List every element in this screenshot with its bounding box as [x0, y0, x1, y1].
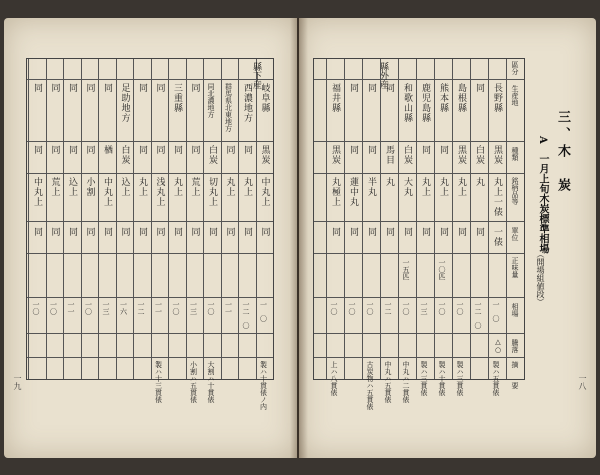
cell-price: 一一: [154, 301, 163, 315]
cell-grade: 丸上: [224, 177, 235, 197]
cell-origin: 同: [84, 83, 95, 93]
left-column-divider: [63, 59, 64, 379]
cell-origin: 熊本縣: [438, 83, 448, 113]
right-column-divider: [416, 59, 417, 379]
cell-price: 一〇: [438, 301, 446, 315]
cell-grade: 中丸上: [259, 177, 270, 207]
cell-unit: 同: [420, 227, 430, 237]
cell-unit: 同: [348, 227, 358, 237]
right-table: [313, 58, 525, 410]
cell-kind: 黒炭: [492, 145, 502, 165]
cell-unit: 同: [154, 227, 165, 237]
book-gutter: [290, 18, 308, 458]
cell-origin: 足助地方: [119, 83, 130, 123]
right-row-divider: [314, 357, 524, 358]
header-kind: 種類: [511, 147, 519, 161]
cell-price: 一一: [224, 301, 233, 315]
right-row-divider: [314, 333, 524, 334]
left-column-divider: [256, 59, 257, 379]
cell-price: 一三: [189, 301, 198, 315]
right-column-divider: [380, 59, 381, 379]
right-row-divider: [314, 79, 524, 80]
unit-note: （開場組値段）: [536, 250, 545, 306]
cell-kind: 同: [348, 145, 358, 155]
header-price: 相場: [511, 303, 519, 317]
left-column-divider: [238, 59, 239, 379]
cell-grade: 丸極上: [330, 177, 340, 207]
cell-unit: 同: [119, 227, 130, 237]
cell-price: 一〇: [402, 301, 410, 315]
cell-kind: 同: [154, 145, 165, 155]
cell-kind: 同: [420, 145, 430, 155]
left-column-divider: [186, 59, 187, 379]
cell-grade: 丸: [474, 177, 484, 187]
cell-unit: 一俵: [492, 227, 502, 247]
cell-grade: 丸上: [242, 177, 252, 197]
cell-origin: 和歌山縣: [402, 83, 412, 123]
right-row-divider: [314, 297, 524, 298]
cell-unit: 同: [438, 227, 448, 237]
cell-kind: 同: [189, 145, 200, 155]
right-column-divider: [326, 59, 327, 379]
cell-grade: 大丸: [402, 177, 412, 197]
left-column-divider: [98, 59, 99, 379]
cell-kind: 楢: [102, 145, 112, 155]
cell-kind: 同: [172, 145, 182, 155]
cell-kind: 同: [242, 145, 252, 155]
cell-grade: 荒上: [49, 177, 60, 197]
cell-kind: 白炭: [474, 145, 484, 165]
cell-price: 一〇: [366, 301, 374, 315]
cell-origin: 同: [137, 83, 147, 93]
cell-origin: 西濃地方: [242, 83, 252, 123]
left-page-number: 一九: [13, 374, 22, 390]
cell-weight: 一五匹: [402, 259, 410, 280]
left-page: [4, 18, 297, 458]
cell-remark: 上ハ八貫俵: [330, 361, 338, 396]
cell-kind: 同: [224, 145, 235, 155]
cell-kind: 同: [84, 145, 95, 155]
cell-unit: 同: [224, 227, 235, 237]
cell-unit: 同: [207, 227, 217, 237]
cell-remark: 大割ハ十貫俵: [207, 361, 215, 403]
header-change-symbol: △○: [494, 338, 502, 354]
right-page-number: 一八: [578, 374, 587, 390]
cell-unit: 同: [330, 227, 340, 237]
header-origin: 生産地: [511, 85, 519, 106]
left-column-divider: [168, 59, 169, 379]
cell-remark: 小割ハ五貫俵: [189, 361, 198, 403]
cell-price: 一六: [119, 301, 128, 315]
cell-origin: 同: [474, 83, 484, 93]
cell-kind: 同: [137, 145, 147, 155]
cell-kind: 黒炭: [259, 145, 270, 165]
cell-origin: 島根縣: [456, 83, 466, 113]
right-header-divider: [506, 59, 507, 379]
cell-origin: 同: [102, 83, 112, 93]
cell-price: 一〇: [49, 301, 58, 315]
cell-remark: 製ハ三貫俵: [456, 361, 464, 396]
cell-kind: 馬目: [384, 145, 394, 165]
right-row-divider: [314, 221, 524, 222]
cell-grade: 荒上: [189, 177, 200, 197]
cell-origin: 長野縣: [492, 83, 502, 113]
cell-grade: 切丸上: [207, 177, 217, 207]
header-weight: 正味量: [511, 257, 519, 278]
cell-grade: 丸: [384, 177, 394, 187]
cell-unit: 同: [366, 227, 376, 237]
section-title: 三、木 炭: [555, 110, 570, 195]
cell-grade: 小割: [84, 177, 95, 197]
cell-origin: 岐阜縣: [259, 83, 270, 113]
cell-price: 一 〇: [259, 301, 268, 322]
cell-unit: 同: [259, 227, 270, 237]
cell-origin: 三重縣: [172, 83, 182, 113]
cell-kind: 白炭: [207, 145, 217, 165]
cell-unit: 同: [189, 227, 200, 237]
cell-kind: 同: [67, 145, 77, 155]
cell-kind: 白炭: [119, 145, 130, 165]
cell-kind: 黒炭: [456, 145, 466, 165]
cell-origin: 福井縣: [330, 83, 340, 113]
cell-price: 一二 〇: [242, 301, 250, 329]
table-subtitle: A 一月上旬木炭標準相場: [537, 136, 548, 254]
header-category: 區分: [511, 61, 519, 75]
left-table: [26, 58, 274, 410]
right-column-divider: [452, 59, 453, 379]
cell-grade: 丸上: [172, 177, 182, 197]
cell-price: 一〇: [32, 301, 40, 315]
cell-remark: 製ハ十貫俵ノ内: [259, 361, 268, 410]
right-row-divider: [314, 253, 524, 254]
cell-price: 一〇: [172, 301, 180, 315]
cell-kind: 黒炭: [330, 145, 340, 165]
cell-unit: 同: [84, 227, 95, 237]
header-unit: 單位: [511, 227, 519, 241]
right-column-divider: [362, 59, 363, 379]
cell-grade: 浅丸上: [154, 177, 165, 207]
cell-unit: 同: [384, 227, 394, 237]
cell-grade: 丸上一俵: [492, 177, 502, 217]
cell-unit: 同: [474, 227, 484, 237]
cell-unit: 同: [242, 227, 252, 237]
cell-price: 一一: [67, 301, 75, 315]
header-grade: 銘柄品等: [511, 177, 519, 205]
cell-grade: 込上: [67, 177, 77, 197]
cell-unit: 同: [456, 227, 466, 237]
cell-unit: 同: [402, 227, 412, 237]
cell-kind: 同: [32, 145, 42, 155]
left-column-divider: [46, 59, 47, 379]
right-row-divider: [314, 141, 524, 142]
cell-unit: 同: [49, 227, 60, 237]
cell-grade: 半丸: [366, 177, 376, 197]
cell-kind: 白炭: [402, 145, 412, 165]
left-column-divider: [116, 59, 117, 379]
cell-grade: 蓮中丸: [348, 177, 358, 207]
cell-remark: 製ハ十三貫俵: [154, 361, 163, 403]
cell-origin: 同: [348, 83, 358, 93]
left-group-label: 縣下産: [251, 62, 261, 89]
cell-origin: 同: [32, 83, 42, 93]
cell-kind: 同: [49, 145, 60, 155]
cell-grade: 丸上: [438, 177, 448, 197]
cell-grade: 丸上: [137, 177, 147, 197]
right-column-divider: [344, 59, 345, 379]
cell-price: 一〇: [207, 301, 215, 315]
cell-price: 一〇: [330, 301, 338, 315]
cell-grade: 中丸上: [32, 177, 42, 207]
cell-origin: 同北濃地方: [207, 83, 215, 118]
cell-unit: 同: [137, 227, 147, 237]
left-column-divider: [203, 59, 204, 379]
cell-remark: 製ハ十貫俵: [438, 361, 446, 396]
cell-kind: 同: [366, 145, 376, 155]
right-column-divider: [434, 59, 435, 379]
right-column-divider: [470, 59, 471, 379]
cell-price: 一〇: [84, 301, 93, 315]
cell-weight: 一〇匹: [438, 259, 446, 280]
cell-origin: 鹿児島縣: [420, 83, 430, 123]
cell-price: 一二: [137, 301, 145, 315]
cell-origin: 同: [49, 83, 60, 93]
cell-price: 一 〇: [492, 301, 500, 322]
cell-unit: 同: [32, 227, 42, 237]
cell-origin: 同: [67, 83, 77, 93]
cell-unit: 同: [67, 227, 77, 237]
cell-grade: 中丸上: [102, 177, 112, 207]
cell-remark: 製ハ三貫俵: [420, 361, 428, 396]
cell-remark: 中丸ハ五貫俵: [384, 361, 392, 403]
cell-price: 一〇: [348, 301, 356, 315]
right-column-divider: [398, 59, 399, 379]
left-column-divider: [133, 59, 134, 379]
cell-remark: 製ハ五貫俵: [492, 361, 500, 396]
cell-grade: 丸上: [420, 177, 430, 197]
header-remarks: 摘 要: [511, 361, 519, 389]
left-column-divider: [221, 59, 222, 379]
cell-origin: 群馬県北東地方: [224, 83, 233, 132]
cell-price: 一三: [420, 301, 428, 315]
cell-kind: 同: [438, 145, 448, 155]
right-row-divider: [314, 173, 524, 174]
cell-grade: 丸上: [456, 177, 466, 197]
cell-price: 一三: [102, 301, 110, 315]
cell-unit: 同: [102, 227, 112, 237]
cell-origin: 同: [366, 83, 376, 93]
cell-price: 一二 〇: [474, 301, 482, 329]
cell-unit: 同: [172, 227, 182, 237]
cell-origin: 同: [189, 83, 200, 93]
right-page: [299, 18, 596, 458]
cell-price: 一〇: [456, 301, 464, 315]
left-column-divider: [151, 59, 152, 379]
right-group-label: 縣外産: [378, 62, 388, 89]
cell-origin: 同: [154, 83, 165, 93]
cell-grade: 込上: [119, 177, 130, 197]
cell-origin: 同: [384, 83, 394, 93]
left-column-divider: [28, 59, 29, 379]
cell-remark: 中丸ハ二貫俵: [402, 361, 410, 403]
cell-remark: 古炭物ハ五貫俵: [366, 361, 374, 410]
header-change: 騰落: [511, 339, 519, 353]
left-column-divider: [81, 59, 82, 379]
cell-price: 一二: [384, 301, 392, 315]
right-column-divider: [488, 59, 489, 379]
